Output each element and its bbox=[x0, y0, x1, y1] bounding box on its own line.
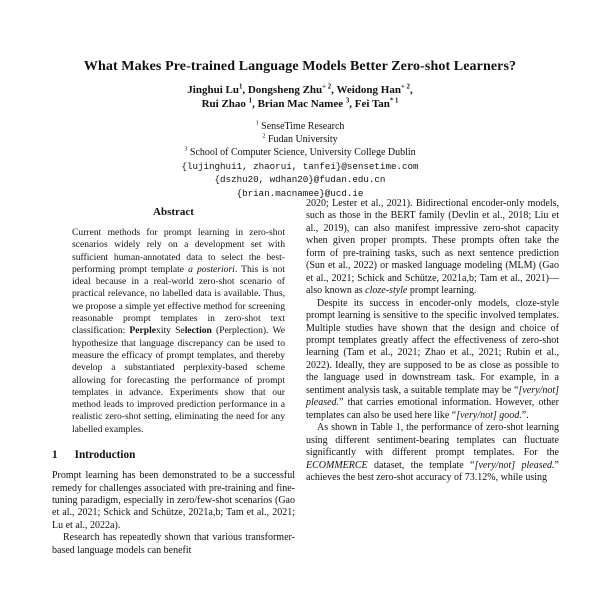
email-line-2: {dszhu20, wdhan20}@fudan.edu.cn bbox=[214, 174, 386, 186]
affiliation-line-2: $^2$ Fudan University bbox=[262, 132, 338, 145]
section-heading-introduction bbox=[52, 449, 295, 461]
email-line-3: {brian.macnamee}@ucd.ie bbox=[236, 187, 364, 199]
author-line-2: Rui Zhao $^1$, Brian Mac Namee $^3$, Fei Tan$^{* 1}$ bbox=[201, 96, 399, 110]
email-line-1: {lujinghui1, zhaorui, tanfei}@sensetime.com bbox=[181, 161, 419, 172]
right-paragraph-2: Despite its success in encoder-only models, cloze-style prompt learning is sensitive to the specific involved templates. Multiple studies have shown that the design and choice of prompt templates greatly affect the effectiveness of zero-shot learning (Tam et al., 2021; Zhao et al., 2021; Rubin et al., 2022). Ideally, they are supposed to be as close as possible to the language used in downstream task. For example, in a sentiment analysis task, a suitable template may be “[very/not] pleased.” that carries emotional information. However, other templates can also be used here like “[very/not] good.”. bbox=[306, 297, 559, 421]
author-block bbox=[0, 84, 600, 111]
affiliation-line-3: $^3$ School of Computer Science, University College Dublin bbox=[184, 145, 416, 158]
left-column bbox=[52, 206, 295, 557]
abstract-text: Current methods for prompt learning in zero-shot scenarios widely rely on a development set with sufficient human-annotated data to select the best-performing prompt template a posteriori. This is not ideal because in a real-world zero-shot scenario of practical relevance, no labelled data is available. Thus, we propose a simple yet effective method for screening reasonable prompt templates in zero-shot text classification: Perplexity Selection (Perplection). We hypothesize that language discrepancy can be used to measure the efficacy of prompt templates, and thereby develop a substantiated perplexity-based scheme allowing for forecasting the performance of prompt templates in advance. Experiments show that our method leads to improved prediction performance in a realistic zero-shot setting, eliminating the need for any labelled examples. bbox=[72, 227, 285, 435]
section-number: 1 bbox=[52, 449, 58, 462]
affiliation-block bbox=[0, 121, 600, 160]
section-title: Introduction bbox=[74, 449, 136, 462]
intro-paragraph-1: Prompt learning has been demonstrated to be a successful remedy for challenges associated with pre-training and fine-tuning paradigm, especially in zero/few-shot scenarios (Gao et al., 2021; Schick and Schütze, 2021a,b; Tam et al., 2021; Lu et al., 2022a). bbox=[52, 470, 295, 531]
email-block bbox=[0, 160, 600, 200]
intro-paragraph-2: Research has repeatedly shown that various transformer-based language models can benefit bbox=[52, 532, 295, 556]
right-paragraph-3: As shown in Table 1, the performance of zero-shot learning using different sentiment-bearing templates can fluctuate significantly with different prompt templates. For the ECOMMERCE dataset, the template “[very/not] pleased.” achieves the best zero-shot accuracy of 73.12%, while using bbox=[306, 422, 559, 483]
abstract-heading: Abstract bbox=[153, 206, 194, 218]
affiliation-line-1: $^1$ SenseTime Research bbox=[255, 119, 345, 132]
paper-title: What Makes Pre-trained Language Models Better Zero-shot Learners? bbox=[83, 59, 517, 74]
right-column bbox=[306, 198, 559, 484]
right-paragraph-1: 2020; Lester et al., 2021). Bidirectional encoder-only models, such as those in the BERT family (Devlin et al., 2018; Liu et al., 2019), can also manifest impressive zero-shot capacity when given proper prompts. These prompts often take the form of pre-training tasks, such as next sentence prediction (Sun et al., 2022) or masked language modeling (MLM) (Gao et al., 2021; Schick and Schütze, 2021a,b; Tam et al., 2021)—also known as cloze-style prompt learning. bbox=[306, 198, 559, 297]
author-line-1: Jinghui Lu$^1$, Dongsheng Zhu$^{+ 2}$, Weidong Han$^{+ 2}$, bbox=[187, 83, 413, 96]
